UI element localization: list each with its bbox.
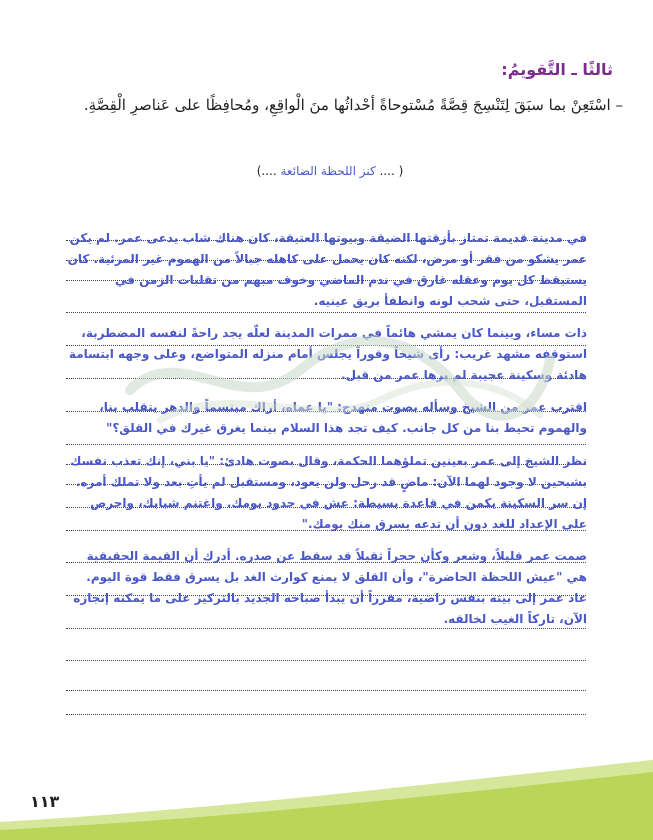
writing-line bbox=[66, 660, 586, 661]
writing-line bbox=[66, 690, 586, 691]
story-paragraph-1: في مدينة قديمة تمتاز بأزقتها الضيقة وبيوتها العتيقة، كان هناك شاب يدعى عمر. لم يكن عمر يشكو من فقر أو مرض، لكنه كان يحمل على كاهله جبالاً من الهموم غير المرئية. كان يستيقظ كل يوم وعقله غارق في ندم الماضي وخوف مبهم من تقلبات الزمن في المستقبل، حتى شحب لونه وانطفأ بريق عينيه. bbox=[67, 231, 587, 308]
writing-line bbox=[66, 714, 586, 715]
page-number: ١١٣ bbox=[30, 792, 60, 811]
instruction-text: – اسْتَعِنْ بما سبَقَ لِتَنْسِجَ قِصَّةً مُسْتوحاةً أحْداثُها منَ الْواقِعِ، ومُحافِظًا على عَناصرِ الْقِصَّةِ. bbox=[83, 96, 623, 114]
story-title-close: ....) bbox=[256, 164, 277, 178]
section-title: ثالثًا ـ التَّقويمُ: bbox=[501, 60, 613, 79]
story-paragraph-3: اقترب عمر من الشيخ وسأله بصوت متهدج: "يا عماه، أراك مبتسماً والدهر يتقلب بنا، والهموم تحيط بنا من كل جانب. كيف تجد هذا السلام بينما يغرق غيرك في القلق؟" bbox=[99, 400, 587, 435]
writing-line bbox=[66, 444, 586, 445]
story-paragraph-5: صمت عمر قليلاً، وشعر وكأن حجراً ثقيلاً قد سقط عن صدره. أدرك أن القيمة الحقيقية هي "عيش اللحظة الحاضرة"، وأن القلق لا يمنع كوارث الغد بل يسرق فقط قوة اليوم. عاد عمر إلى بيته بنفس راضية، مقرراً أن يبدأ صباحه الجديد بالتركيز على ما يمكنه إنجازه الآن، تاركاً الغيب لخالقه. bbox=[73, 549, 587, 626]
story-title: كنز اللحظة الضائعة bbox=[280, 164, 376, 178]
story-paragraph-4: نظر الشيخ إلى عمر بعينين تملؤهما الحكمة، وقال بصوت هادئ: "يا بني، إنك تعذب نفسك بشبحين لا وجود لهما الآن: ماضٍ قد رحل ولن يعود، ومستقبل لم يأتِ بعد ولا تملك أمره. إن سر السكينة يكمن في قاعدة بسيطة: عش في حدود يومك. واغتنم شبابك، واحرص على الإعداد للغد دون أن تدعه يسرق منك يومك." bbox=[70, 454, 587, 531]
writing-line bbox=[66, 312, 586, 313]
story-paragraph-2: ذات مساء، وبينما كان يمشي هائماً في ممرات المدينة لعلّه يجد راحةً لنفسه المضطربة، استوقفه مشهد غريب: رأى شيخاً وقوراً يجلس أمام منزله المتواضع، وعلى وجهه ابتسامة هادئة وسكينة عجيبة لم يرها عمر من قبل. bbox=[68, 326, 587, 382]
story-title-open: ( .... bbox=[379, 164, 404, 178]
footer-band bbox=[0, 760, 653, 840]
